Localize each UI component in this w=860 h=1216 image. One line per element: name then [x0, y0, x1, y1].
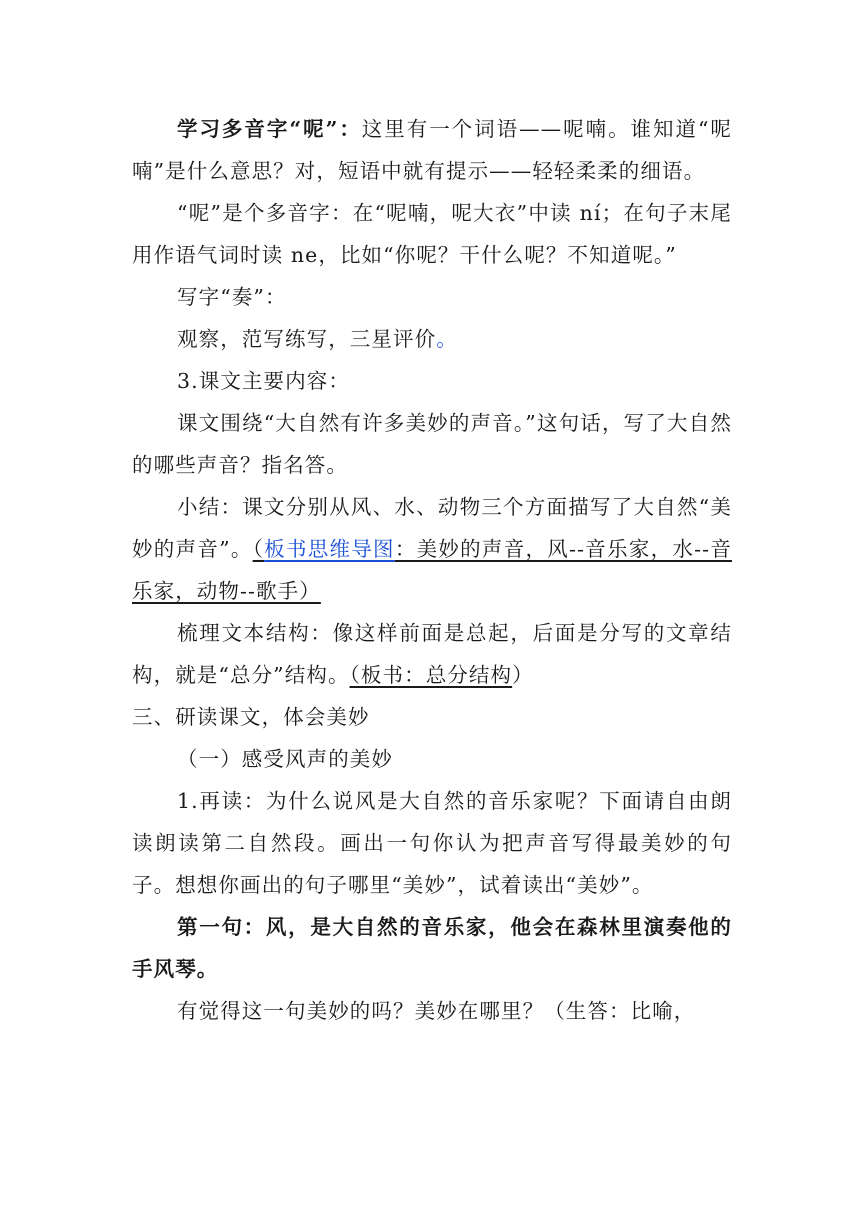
- underline-mindmap-text: ：美妙的声音，风--音乐家，水--音乐家，动物--歌手）: [132, 537, 732, 603]
- mindmap-link[interactable]: 板书思维导图: [264, 537, 395, 561]
- paragraph-text: 小结：课文分别从风、水、动物三个方面描写了大自然“美妙的声音”。: [132, 495, 732, 561]
- paragraph-text: 梳理文本结构：像这样前面是总起，后面是分写的文章结构，就是“总分”结构。: [132, 621, 732, 687]
- bold-lead: 学习多音字“呢”：: [177, 117, 362, 141]
- document-page: [132, 108, 732, 1032]
- paragraph-ne-pronunciation: “呢”是个多音字：在“呢喃，呢大衣”中读 ní；在句子末尾用作语气词时读 ne，比如“你呢？干什么呢？不知道呢。”: [132, 201, 732, 267]
- paragraph-summary: [132, 486, 732, 612]
- section-heading: 三、研读课文，体会美妙: [132, 705, 370, 729]
- paragraph-structure: [132, 612, 732, 696]
- paragraph-main-content-heading: 3.课文主要内容：: [177, 369, 350, 393]
- paragraph-first-sentence: 第一句：风，是大自然的音乐家，他会在森林里演奏他的手风琴。: [132, 915, 732, 981]
- paragraph-text: 这里有一个词语——呢喃。谁知道“呢喃”是什么意思？对，短语中就有提示——轻轻柔柔的细语。: [132, 117, 732, 183]
- paragraph-discussion: 有觉得这一句美妙的吗？美妙在哪里？（生答：比喻，: [177, 999, 696, 1023]
- paragraph-text: 观察，范写练写，三星评价: [177, 327, 437, 351]
- close-paren: ）: [512, 663, 534, 687]
- paragraph-reread: 1.再读：为什么说风是大自然的音乐家呢？下面请自由朗读朗读第二自然段。画出一句你认为把声音写得最美妙的句子。想想你画出的句子哪里“美妙”，试着读出“美妙”。: [132, 789, 732, 897]
- end-mark: 。: [436, 327, 458, 351]
- underline-board-note: （板书：总分结构: [349, 663, 513, 687]
- underline-open: （: [252, 537, 265, 561]
- paragraph-write-zou: 写字“奏”：: [177, 285, 287, 309]
- sub-heading: （一）感受风声的美妙: [177, 747, 393, 771]
- paragraph-observe: [132, 318, 732, 360]
- paragraph-question: 课文围绕“大自然有许多美妙的声音。”这句话，写了大自然的哪些声音？指名答。: [132, 411, 732, 477]
- paragraph-polyphonic-ne: [132, 108, 732, 192]
